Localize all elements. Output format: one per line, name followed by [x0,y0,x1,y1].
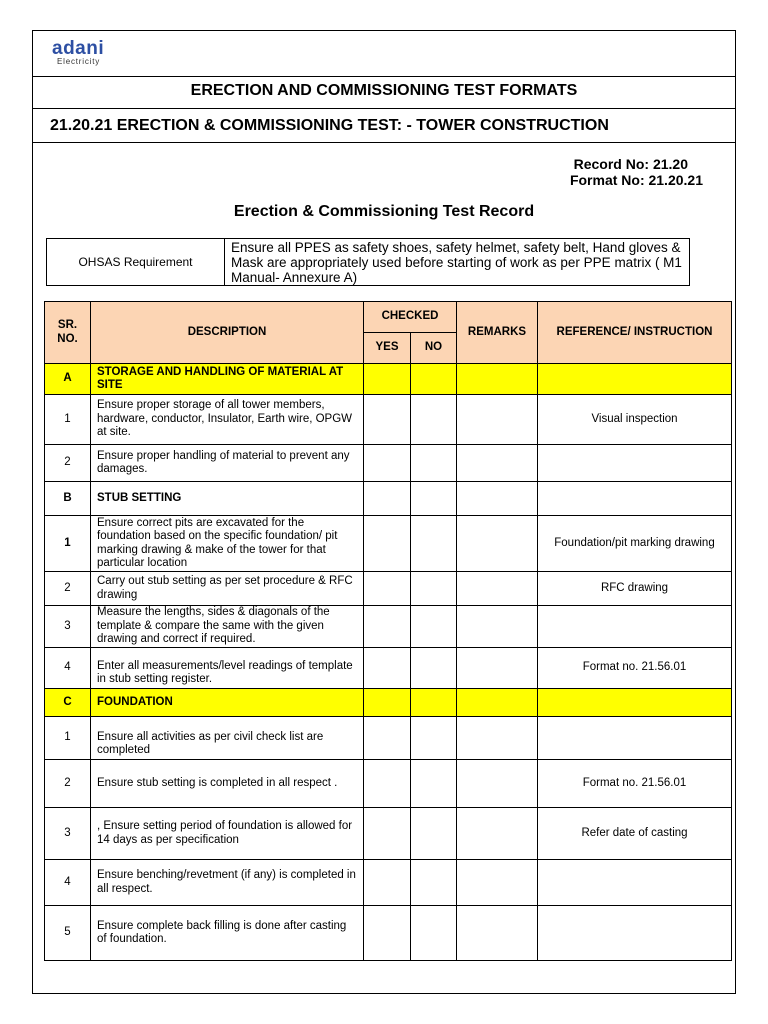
section-id: C [45,689,91,717]
document-subtitle: 21.20.21 ERECTION & COMMISSIONING TEST: - TOWER CONSTRUCTION [32,109,736,143]
header-description: DESCRIPTION [91,302,364,364]
checkbox-no[interactable] [411,648,457,689]
row-reference: Foundation/pit marking drawing [538,516,732,572]
checkbox-yes[interactable] [364,860,411,906]
section-row-b [45,482,732,516]
ohsas-value: Ensure all PPES as safety shoes, safety helmet, safety belt, Hand gloves & Mask are appropriately used before starting of work as per PPE matrix ( M1 Manual- Annexure A) [225,239,690,286]
table-row [45,516,732,572]
checkbox-no[interactable] [411,606,457,648]
header-reference: REFERENCE/ INSTRUCTION [538,302,732,364]
row-description: Ensure proper handling of material to prevent any damages. [91,445,364,482]
section-id: A [45,364,91,395]
checkbox-no[interactable] [411,516,457,572]
table-row [45,808,732,860]
checkbox-yes[interactable] [364,395,411,445]
row-sr: 3 [45,808,91,860]
row-reference [538,445,732,482]
checklist-table [44,301,732,961]
row-sr: 2 [45,572,91,606]
checkbox-no[interactable] [411,760,457,808]
checkbox-no[interactable] [411,808,457,860]
section-title: STUB SETTING [91,482,364,516]
remarks-cell[interactable] [457,648,538,689]
row-description: Ensure complete back filling is done after casting of foundation. [91,906,364,961]
section-title: STORAGE AND HANDLING OF MATERIAL AT SITE [91,364,364,395]
checkbox-no[interactable] [411,906,457,961]
company-logo: adani [52,38,105,59]
remarks-cell[interactable] [457,906,538,961]
row-reference: Format no. 21.56.01 [538,760,732,808]
checkbox-no[interactable] [411,860,457,906]
row-description: Carry out stub setting as per set procedure & RFC drawing [91,572,364,606]
ohsas-table [46,238,690,286]
row-description: Ensure stub setting is completed in all respect . [91,760,364,808]
row-reference [538,717,732,760]
record-number: Record No: 21.20 [573,156,688,172]
section-row-a [45,364,732,395]
table-row [45,395,732,445]
checkbox-yes[interactable] [364,906,411,961]
remarks-cell[interactable] [457,860,538,906]
row-reference [538,906,732,961]
row-sr: 5 [45,906,91,961]
header-yes: YES [364,333,411,364]
section-row-c [45,689,732,717]
checkbox-yes[interactable] [364,606,411,648]
checkbox-yes[interactable] [364,717,411,760]
format-number: Format No: 21.20.21 [569,172,703,188]
row-description: Ensure benching/revetment (if any) is completed in all respect. [91,860,364,906]
table-row [45,860,732,906]
remarks-cell[interactable] [457,808,538,860]
table-row [45,906,732,961]
checkbox-yes[interactable] [364,445,411,482]
remarks-cell[interactable] [457,717,538,760]
row-reference [538,606,732,648]
checkbox-no[interactable] [411,572,457,606]
row-sr: 4 [45,648,91,689]
row-reference [538,860,732,906]
row-sr: 4 [45,860,91,906]
header-checked: CHECKED [364,302,457,333]
checkbox-no[interactable] [411,395,457,445]
header-sr-no: SR. NO. [45,302,91,364]
remarks-cell[interactable] [457,606,538,648]
ohsas-label: OHSAS Requirement [47,239,225,286]
remarks-cell[interactable] [457,760,538,808]
remarks-cell[interactable] [457,572,538,606]
document-title: ERECTION AND COMMISSIONING TEST FORMATS [32,77,736,109]
row-description: Ensure all activities as per civil check list are completed [91,717,364,760]
row-sr: 2 [45,760,91,808]
row-description: , Ensure setting period of foundation is allowed for 14 days as per specification [91,808,364,860]
row-sr: 3 [45,606,91,648]
section-title: FOUNDATION [91,689,364,717]
row-description: Ensure correct pits are excavated for the foundation based on the specific foundation/ pit marking drawing & make of the tower for that particular location [91,516,364,572]
row-sr: 1 [45,717,91,760]
header-no: NO [411,333,457,364]
row-sr: 2 [45,445,91,482]
checkbox-yes[interactable] [364,808,411,860]
table-row [45,572,732,606]
table-row [45,648,732,689]
row-sr: 1 [45,516,91,572]
section-id: B [45,482,91,516]
checkbox-yes[interactable] [364,648,411,689]
table-row [45,717,732,760]
record-title: Erection & Commissioning Test Record [233,203,535,220]
row-sr: 1 [45,395,91,445]
remarks-cell[interactable] [457,516,538,572]
checkbox-yes[interactable] [364,572,411,606]
row-reference: Refer date of casting [538,808,732,860]
company-logo-subtitle: Electricity [57,57,101,66]
row-description: Ensure proper storage of all tower members, hardware, conductor, Insulator, Earth wire, OPGW at site. [91,395,364,445]
row-reference: Visual inspection [538,395,732,445]
row-reference: Format no. 21.56.01 [538,648,732,689]
checkbox-no[interactable] [411,717,457,760]
table-row [45,760,732,808]
table-row [45,606,732,648]
row-description: Measure the lengths, sides & diagonals of the template & compare the same with the given drawing and correct if required. [91,606,364,648]
checkbox-no[interactable] [411,445,457,482]
header-remarks: REMARKS [457,302,538,364]
remarks-cell[interactable] [457,395,538,445]
remarks-cell[interactable] [457,445,538,482]
checkbox-yes[interactable] [364,516,411,572]
table-row [45,445,732,482]
row-reference: RFC drawing [538,572,732,606]
checkbox-yes[interactable] [364,760,411,808]
logo-area [32,30,736,77]
row-description: Enter all measurements/level readings of template in stub setting register. [91,648,364,689]
